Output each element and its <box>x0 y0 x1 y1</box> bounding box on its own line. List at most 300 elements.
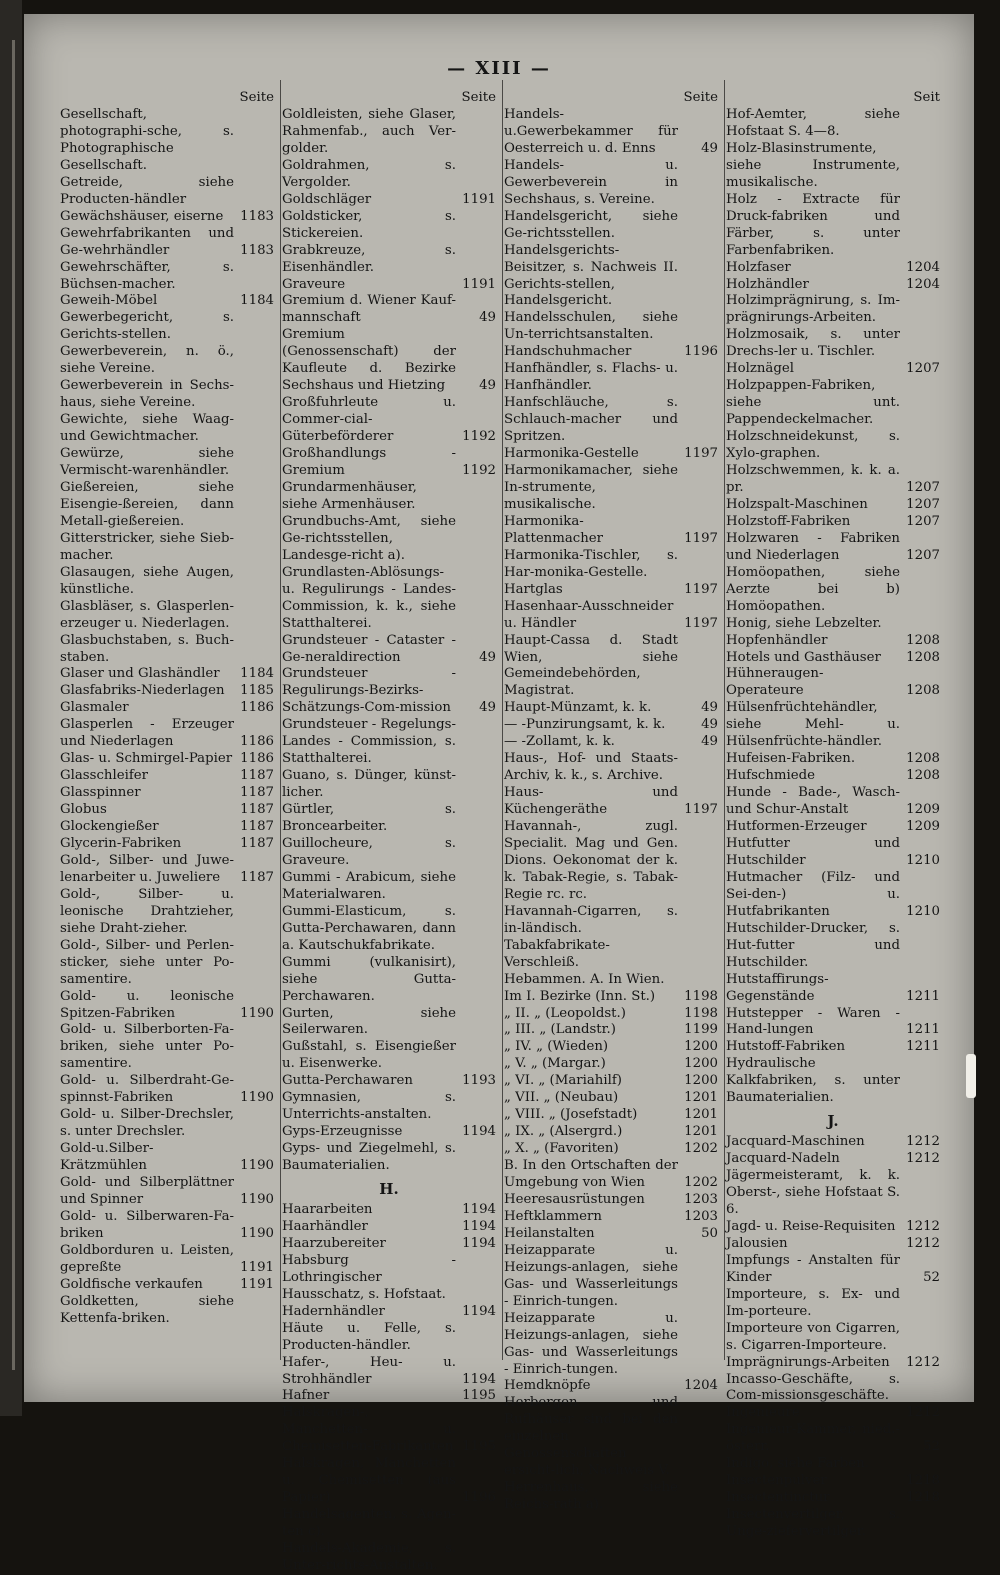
index-entry <box>60 633 274 667</box>
entry-page-number: 1183 <box>240 208 274 224</box>
entry-text: Guillocheure, s. Graveure. <box>282 835 456 868</box>
entry-page-number: 1196 <box>684 344 718 360</box>
entry-page-number: 1199 <box>684 1022 718 1038</box>
entry-text: Guano, s. Dünger, künst-licher. <box>282 768 456 801</box>
index-entry <box>60 565 274 599</box>
entry-text: Heeresausrüstungen <box>504 1192 645 1207</box>
entry-text: Gußstahl, s. Eisengießer u. Eisenwerke. <box>282 1039 456 1072</box>
index-entry <box>504 158 718 209</box>
index-entry <box>282 1006 496 1040</box>
index-entry <box>282 480 496 514</box>
entry-text: Glasperlen - Erzeuger und Niederlagen <box>60 717 234 750</box>
entry-text: Hutstoff-Fabriken <box>726 1039 846 1055</box>
index-entry <box>504 819 718 904</box>
index-entry <box>504 209 718 243</box>
entry-page-number: 1187 <box>240 835 274 851</box>
entry-page-number: 52 <box>923 1269 940 1285</box>
index-entry <box>504 1006 718 1023</box>
entry-text: Honig, siehe Lebzelter. <box>726 615 882 631</box>
entry-text: Hühneraugen-Operateure <box>726 666 824 699</box>
entry-text: Haararbeiten <box>282 1202 373 1217</box>
entry-page-number: 1201 <box>684 1107 718 1123</box>
index-entry <box>504 463 718 514</box>
index-entry <box>60 1209 274 1243</box>
entry-page-number: 1187 <box>240 785 274 801</box>
index-entry <box>726 972 940 1006</box>
entry-text: Grundarmenhäuser, siehe Armenhäuser. <box>282 479 417 512</box>
index-entry <box>282 836 496 870</box>
entry-page-number: 1190 <box>240 1090 274 1106</box>
entry-text: „ VI. „ (Mariahilf) <box>504 1073 622 1089</box>
index-entry <box>726 1507 940 1541</box>
index-entry <box>60 446 274 480</box>
entry-text: Hülsenfrüchtehändler, siehe Mehl- u. Hülsenfrüchte-händler. <box>726 700 900 750</box>
index-entry <box>282 293 496 327</box>
index-entry <box>282 277 496 294</box>
entry-page-number: 1212 <box>906 1218 940 1234</box>
entry-text: Haupt-Cassa d. Stadt Wien, siehe Gemeindebehörden, Magistrat. <box>504 632 678 699</box>
index-entry <box>504 582 718 599</box>
entry-page-number: 1208 <box>906 751 940 767</box>
index-entry <box>726 1473 940 1490</box>
index-entry <box>504 1107 718 1124</box>
index-entry <box>60 1141 274 1175</box>
entry-page-number: 1190 <box>240 1158 274 1174</box>
entry-text: „ VIII. „ (Josefstadt) <box>504 1107 638 1123</box>
entry-page-number: 1212 <box>906 1405 940 1421</box>
entry-text: Ingenieure <box>726 1405 800 1421</box>
entry-text: Gold- und Silberplättner und Spinner <box>60 1175 234 1207</box>
index-entry <box>504 1192 718 1209</box>
entry-page-number: 1195 <box>462 1388 496 1404</box>
entry-text: — -Punzirungsamt, k. k. <box>504 717 666 733</box>
entry-text: Hutfutter und Hutschilder <box>726 835 900 868</box>
entry-text: Gymnasien, s. Unterrichts-anstalten. <box>282 1090 456 1123</box>
index-entry <box>504 344 718 361</box>
entry-text: Gold- u. leonische Spitzen-Fabriken <box>60 988 234 1021</box>
entry-text: Insectenpulver <box>726 1473 827 1489</box>
entry-text: Hof-Aemter, siehe Hofstaat S. 4—8. <box>726 107 900 139</box>
entry-text: Hutstepper - Waren - Hand-lungen <box>726 1005 900 1038</box>
entry-page-number: 1203 <box>684 1192 718 1207</box>
index-entry <box>504 1480 718 1514</box>
entry-text: Hebammen. A. In Wien. <box>504 971 665 987</box>
entry-page-number: 1190 <box>240 1225 274 1241</box>
entry-text: Grabkreuze, s. Eisenhändler. <box>282 242 456 275</box>
entry-page-number: 1194 <box>462 1202 496 1217</box>
index-entry <box>60 751 274 768</box>
index-entry <box>282 1304 496 1321</box>
entry-text: Gold-, Silber- u. leonische Drahtzieher, siehe Draht-zieher. <box>60 886 234 936</box>
entry-page-number: 1208 <box>906 649 940 665</box>
index-entry <box>60 785 274 802</box>
index-entry <box>282 1124 496 1141</box>
index-entry <box>60 1294 274 1328</box>
index-entry <box>726 531 940 565</box>
entry-page-number: 1187 <box>240 802 274 818</box>
index-entry <box>60 887 274 938</box>
entry-page-number: 1207 <box>906 479 940 495</box>
index-entry <box>282 209 496 243</box>
entry-page-number: 1197 <box>684 446 718 462</box>
entry-page-number: 1187 <box>240 819 274 835</box>
entry-page-number: 50 <box>701 1225 718 1241</box>
book-gutter <box>0 0 22 1416</box>
entry-page-number: 1192 <box>462 429 496 445</box>
entry-page-number: 1211 <box>906 1022 940 1038</box>
entry-text: Holz-Blasinstrumente, siehe Instrumente, musikalische. <box>726 140 900 190</box>
entry-text: Imprägnirungs-Arbeiten <box>726 1354 890 1370</box>
entry-page-number: 1190 <box>240 1005 274 1021</box>
index-entry <box>726 650 940 667</box>
entry-page-number: 49 <box>701 700 718 716</box>
index-column-3 <box>504 90 718 1514</box>
entry-text: „ VII. „ (Neubau) <box>504 1090 619 1106</box>
index-entry <box>726 565 940 616</box>
column-rule <box>280 80 281 1360</box>
entry-text: Gyps- und Ziegelmehl, s. Baumaterialien. <box>282 1141 456 1174</box>
entry-text: Havannah-, zugl. Specialit. Mag und Gen. Dions. Oekonomat der k. k. Tabak-Regie, s. Tabak-Regie rc. rc. <box>504 819 678 902</box>
index-entry <box>60 768 274 785</box>
entry-text: Glasmaler <box>60 700 129 716</box>
index-entry <box>726 514 940 531</box>
index-entry <box>282 243 496 277</box>
index-entry <box>726 1321 940 1355</box>
index-entry <box>504 1022 718 1039</box>
index-entry <box>504 1090 718 1107</box>
entry-page-number: 1193 <box>462 1073 496 1089</box>
index-entry <box>60 1277 274 1294</box>
entry-text: Incasso-Geschäfte, s. Com-missionsgeschäfte. <box>726 1371 900 1404</box>
index-entry <box>60 700 274 717</box>
index-entry <box>60 1073 274 1107</box>
entry-text: Glycerin-Fabriken <box>60 835 182 851</box>
entry-page-number: 1185 <box>240 683 274 699</box>
entry-text: Harmonika-Gestelle <box>504 446 639 462</box>
entry-page-number: 49 <box>479 649 496 665</box>
index-entry <box>726 1422 940 1456</box>
entry-text: Gurten, siehe Seilerwaren. <box>282 1005 456 1038</box>
index-column-1 <box>60 90 274 1328</box>
entry-text: Halskragen-, Manchetten- u. Chemisetten-Fabrikanten <box>282 1405 456 1455</box>
entry-text: Hydraulische Kalkfabriken, s. unter Baumaterialien. <box>726 1056 900 1106</box>
section-letter: H. <box>379 1180 399 1199</box>
index-entry <box>726 666 940 700</box>
entry-text: Gremium (Genossenschaft) der Kaufleute d. Bezirke Sechshaus und Hietzing <box>282 327 456 394</box>
index-entry <box>282 1236 496 1253</box>
entry-text: Haus-, Hof- und Staats-Archiv, k. k., s. Archive. <box>504 751 678 784</box>
entry-text: Hadernhändler <box>282 1303 385 1319</box>
entry-page-number: 1187 <box>240 869 274 885</box>
index-entry <box>60 666 274 683</box>
entry-text: Handels-u.Gewerbekammer für Oesterreich u. d. Enns <box>504 107 678 156</box>
entry-text: Goldsticker, s. Stickereien. <box>282 208 456 241</box>
entry-text: Hutmacher (Filz- und Sei-den-) u. Hutfabrikanten <box>726 869 900 919</box>
index-entry <box>726 327 940 361</box>
index-entry <box>504 972 718 989</box>
entry-page-number: 1200 <box>684 1073 718 1089</box>
entry-text: Gold- u. Silberdraht-Ge-spinnst-Fabriken <box>60 1073 234 1106</box>
entry-text: Hasenhaar-Ausschneider u. Händler <box>504 598 674 631</box>
index-entry <box>726 1056 940 1107</box>
entry-page-number: 1211 <box>906 1039 940 1055</box>
index-entry <box>726 1405 940 1422</box>
index-entry <box>282 565 496 633</box>
index-entry <box>504 310 718 344</box>
entry-page-number: 1211 <box>906 988 940 1004</box>
index-entry <box>504 1243 718 1311</box>
index-entry <box>726 1134 940 1151</box>
entry-page-number: 1184 <box>240 666 274 682</box>
entry-text: Havannah-Cigarren, s. in-ländisch. Tabakfabrikate-Verschleiß. <box>504 903 678 970</box>
entry-text: Getreide, siehe Producten-händler <box>60 174 234 207</box>
entry-text: Jägermeisteramt, k. k. Oberst-, siehe Hofstaat S. 6. <box>726 1168 900 1217</box>
entry-page-number: 1194 <box>462 1218 496 1234</box>
entry-text: — -Zollamt, k. k. <box>504 734 615 750</box>
index-entry <box>504 1209 718 1226</box>
index-entry <box>282 158 496 192</box>
entry-text: Herbergen und Rufhäuser sind bei den einzelnen Genossenschaften ersicht-lich, Nachweis V. <box>504 1395 678 1479</box>
entry-text: Gesellschaft, photographi-sche, s. Photographische Gesellschaft. <box>60 107 234 173</box>
index-entry <box>726 819 940 836</box>
entry-page-number: 1200 <box>684 1056 718 1072</box>
index-entry <box>726 277 940 294</box>
entry-text: „ IX. „ (Alsergrd.) <box>504 1124 623 1140</box>
index-entry <box>60 836 274 853</box>
index-entry <box>726 1372 940 1406</box>
entry-text: Goldfische verkaufen <box>60 1276 203 1292</box>
index-entry <box>282 768 496 802</box>
entry-text: Harmonika-Plattenmacher <box>504 513 604 546</box>
index-entry <box>282 717 496 768</box>
entry-page-number: 1191 <box>240 1276 274 1292</box>
index-entry <box>282 1405 496 1456</box>
index-entry <box>726 768 940 785</box>
index-entry <box>282 666 496 717</box>
entry-text: Glasbläser, s. Glasperlen-erzeuger u. Niederlagen. <box>60 598 234 631</box>
entry-page-number: 1198 <box>684 1005 718 1021</box>
entry-page-number: 1195 <box>462 1439 496 1455</box>
entry-text: Insectentinctur <box>726 1490 830 1506</box>
entry-page-number: 49 <box>701 734 718 750</box>
entry-page-number: 1187 <box>240 768 274 784</box>
index-entry <box>60 107 274 175</box>
index-entry <box>726 1168 940 1219</box>
entry-text: Goldleisten, siehe Glaser, Rahmenfab., auch Ver-golder. <box>282 107 456 156</box>
index-entry <box>504 1158 718 1192</box>
entry-page-number: 1212 <box>906 1151 940 1167</box>
index-entry <box>504 599 718 633</box>
entry-page-number: 1186 <box>240 700 274 716</box>
index-entry <box>60 683 274 700</box>
entry-text: Importeure, s. Ex- und Im-porteure. <box>726 1286 900 1319</box>
index-entry <box>60 1243 274 1277</box>
entry-text: Glockengießer <box>60 819 159 835</box>
entry-page-number: 1184 <box>240 293 274 309</box>
entry-page-number: 1197 <box>684 581 718 597</box>
index-entry <box>504 785 718 819</box>
entry-text: Glasbuchstaben, s. Buch-staben. <box>60 632 234 665</box>
index-entry <box>60 989 274 1023</box>
entry-text: Hafner <box>282 1388 330 1404</box>
index-entry <box>60 226 274 260</box>
entry-text: Haus- und Küchengeräthe <box>504 785 678 818</box>
binding-edge <box>12 40 15 1370</box>
index-entry <box>282 1073 496 1090</box>
entry-text: Impfungs - Anstalten für Kinder <box>726 1252 900 1285</box>
index-entry <box>60 1022 274 1073</box>
entry-page-number: 1191 <box>462 191 496 207</box>
entry-page-number: 49 <box>701 140 718 156</box>
index-entry <box>504 700 718 717</box>
entry-text: Gürtler, s. Broncearbeiter. <box>282 802 456 835</box>
index-entry <box>726 633 940 650</box>
entry-page-number: 52 <box>923 1439 940 1455</box>
entry-text: Hutschilder-Drucker, s. Hut-futter und Hutschilder. <box>726 920 900 970</box>
entry-text: Gremium d. Wiener Kauf-mannschaft <box>282 293 456 326</box>
index-entry <box>504 717 718 734</box>
entry-text: Heizapparate u. Heizungs-anlagen, siehe Gas- und Wasserleitungs - Einrich-tungen. <box>504 1310 678 1377</box>
entry-text: Hartglas <box>504 581 563 597</box>
index-entry <box>282 870 496 904</box>
index-entry <box>726 260 940 277</box>
index-entry <box>282 107 496 158</box>
index-entry <box>60 344 274 378</box>
entry-page-number: 1186 <box>240 734 274 750</box>
entry-text: Herrenhaus, siehe Reichs-rath a). <box>504 1480 678 1513</box>
entry-text: Holzmosaik, s. unter Drechs-ler u. Tischler. <box>726 327 900 360</box>
index-entry <box>726 463 940 497</box>
entry-page-number: 1197 <box>684 615 718 631</box>
entry-text: Hotels und Gasthäuser <box>726 649 881 665</box>
section-letter: J. <box>827 1112 839 1131</box>
index-entry <box>282 1507 496 1541</box>
entry-text: Geweih-Möbel <box>60 293 158 309</box>
entry-text: Gewächshäuser, eiserne <box>60 208 224 224</box>
index-entry <box>60 531 274 565</box>
index-entry <box>282 1321 496 1355</box>
entry-text: Gold-u.Silber-Krätzmühlen <box>60 1141 154 1174</box>
entry-text: Großhandlungs - Gremium <box>282 446 456 479</box>
entry-text: Hopfenhändler <box>726 632 828 648</box>
entry-text: Grundsteuer - Regulirungs-Bezirks-Schätzungs-Com-mission <box>282 666 456 716</box>
entry-page-number: 1192 <box>462 463 496 479</box>
entry-page-number: 1191 <box>240 1259 274 1275</box>
entry-text: Harmonika-Tischler, s. Har-monika-Gestelle. <box>504 547 678 580</box>
entry-text: Holzstoff-Fabriken <box>726 513 851 529</box>
entry-text: Gold-, Silber- und Juwe-lenarbeiter u. Juweliere <box>60 852 234 885</box>
index-entry <box>504 751 718 785</box>
entry-page-number: 1194 <box>462 1303 496 1319</box>
entry-text: Hufschmiede <box>726 768 816 784</box>
index-entry <box>504 1226 718 1243</box>
index-entry <box>282 1090 496 1124</box>
entry-text: Handelsgerichts-Beisitzer, s. Nachweis II. Gerichts-stellen, Handelsgericht. <box>504 242 678 309</box>
index-entry <box>282 802 496 836</box>
index-entry <box>282 1219 496 1236</box>
paper-tab <box>966 1054 976 1098</box>
index-entry <box>504 514 718 548</box>
index-entry <box>726 1456 940 1473</box>
entry-text: Grundlasten-Ablösungs- u. Regulirungs - Landes-Commission, k. k., siehe Statthalterei. <box>282 564 456 631</box>
entry-text: Holzwaren - Fabriken und Niederlagen <box>726 530 900 563</box>
index-entry <box>726 378 940 429</box>
entry-text: Gold- u. Silber-Drechsler, s. unter Drechsler. <box>60 1107 234 1140</box>
index-entry <box>726 141 940 192</box>
seite-header: Seite <box>461 90 496 105</box>
entry-page-number: 1204 <box>684 1378 718 1394</box>
entry-page-number: 1209 <box>906 819 940 835</box>
index-entry <box>60 717 274 751</box>
index-entry <box>282 1141 496 1175</box>
entry-page-number: 1202 <box>684 1141 718 1157</box>
index-entry <box>282 1202 496 1219</box>
entry-page-number: 1200 <box>684 1039 718 1055</box>
index-entry <box>60 480 274 531</box>
entry-page-number: 1198 <box>684 988 718 1004</box>
entry-text: Glas- u. Schmirgel-Papier <box>60 751 233 767</box>
index-entry <box>504 904 718 972</box>
index-entry <box>504 1311 718 1379</box>
index-entry <box>60 175 274 209</box>
entry-text: Grundsteuer - Regelungs-Landes - Commission, s. Statthalterei. <box>282 717 456 767</box>
entry-page-number: 1194 <box>462 1371 496 1387</box>
column-rule <box>724 80 725 1360</box>
index-entry <box>726 107 940 141</box>
entry-text: Importeure von Cigarren, s. Cigarren-Importeure. <box>726 1320 900 1353</box>
seite-header: Seit <box>913 90 940 105</box>
index-entry <box>60 412 274 446</box>
entry-text: Gyps-Erzeugnisse <box>282 1124 403 1140</box>
index-entry <box>282 446 496 480</box>
entry-text: Gold-, Silber- und Perlen-sticker, siehe unter Po-samentire. <box>60 937 234 987</box>
entry-text: Gewerbeverein in Sechs-haus, siehe Vereine. <box>60 378 234 411</box>
entry-page-number: 1207 <box>906 547 940 563</box>
index-entry <box>726 192 940 260</box>
entry-text: „ V. „ (Margar.) <box>504 1056 606 1072</box>
index-entry <box>282 1541 496 1575</box>
index-entry <box>504 1056 718 1073</box>
index-entry <box>60 293 274 310</box>
entry-text: Handschuhmacher <box>504 344 632 360</box>
entry-text: Holzspalt-Maschinen <box>726 496 868 512</box>
entry-text: Harmonikamacher, siehe In-strumente, musikalische. <box>504 463 678 512</box>
index-entry <box>60 1107 274 1141</box>
entry-text: Gummi - Arabicum, siehe Materialwaren. <box>282 869 456 902</box>
index-entry <box>504 1039 718 1056</box>
entry-text: Jacquard-Nadeln <box>726 1151 840 1167</box>
index-entry <box>726 1151 940 1168</box>
index-entry <box>726 1219 940 1236</box>
entry-page-number: 1209 <box>906 802 940 818</box>
entry-text: Handels-Akademie, s. Unter-richts-Anstalten. <box>282 1541 456 1574</box>
entry-text: „ X. „ (Favoriten) <box>504 1141 619 1157</box>
entry-text: Holz - Extracte für Druck-fabriken und Färber, s. unter Farbenfabriken. <box>726 191 900 258</box>
index-entry <box>726 700 940 751</box>
entry-page-number: 1218 <box>906 1490 940 1506</box>
entry-text: Holzschwemmen, k. k. a. pr. <box>726 463 900 495</box>
entry-page-number: 1212 <box>906 1354 940 1370</box>
entry-page-number: 1183 <box>240 242 274 258</box>
index-column-2 <box>282 90 496 1575</box>
page-number: — XIII — <box>447 58 551 79</box>
index-entry <box>282 514 496 565</box>
entry-text: Graveure <box>282 276 346 292</box>
entry-text: B. In den Ortschaften der Umgebung von Wien <box>504 1158 678 1191</box>
index-entry <box>282 327 496 395</box>
entry-text: Insectenvertilger, s. Unge-ziefervertilger. <box>726 1507 900 1540</box>
entry-text: Hafer-, Heu- u. Strohhändler <box>282 1354 456 1387</box>
